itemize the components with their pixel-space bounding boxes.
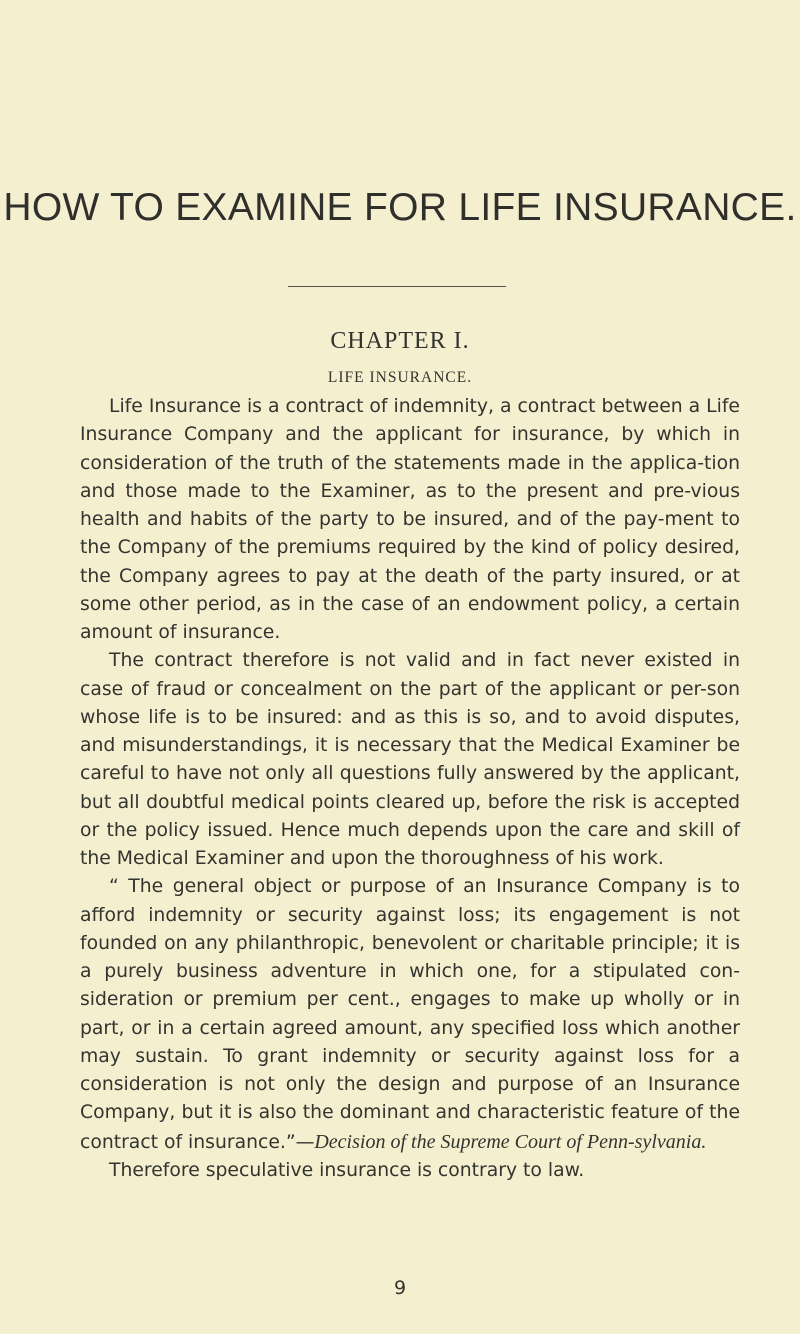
paragraph-quote — [80, 873, 740, 1157]
body-text — [80, 393, 740, 1185]
quote-text: “ The general object or purpose of an Insurance Company is to afford indemnity or security against loss; its engagement is not founded on any philanthropic, benevolent or charitable principle; it is a purely business adventure in which one, for a stipulated con-sideration or premium per cent., engages to make up wholly or in part, or in a certain agreed amount, any specified loss which another may sustain. To grant indemnity or security against loss for a consideration is not only the design and purpose of an Insurance Company, but it is also the dominant and characteristic feature of the contract of insurance.”— — [80, 876, 740, 1153]
paragraph-contract-validity: The contract therefore is not valid and in fact never existed in case of fraud or concealment on the part of the applicant or per-son whose life is to be insured: and as this is so, and to avoid disputes, and misunderstandings, it is necessary that the Medical Examiner be careful to have not only all questions fully answered by the applicant, but all doubtful medical points cleared up, before the risk is accepted or the policy issued. Hence much depends upon the care and skill of the Medical Examiner and upon the thoroughness of his work. — [80, 650, 740, 869]
page-number: 9 — [393, 1277, 407, 1299]
title-divider — [288, 286, 506, 287]
paragraph-definition: Life Insurance is a contract of indemnity, a contract between a Life Insurance Company and the applicant for insurance, by which in consideration of the truth of the statements made in the applica-tion and those made to the Examiner, as to the present and pre-vious health and habits of the party to be insured, and of the pay-ment to the Company of the premiums required by the kind of policy desired, the Company agrees to pay at the death of the party insured, or at some other period, as in the case of an endowment policy, a certain amount of insurance. — [80, 396, 740, 643]
chapter-heading: CHAPTER I. — [330, 328, 470, 354]
paragraph-closing: Therefore speculative insurance is contrary to law. — [109, 1159, 585, 1181]
book-title: HOW TO EXAMINE FOR LIFE INSURANCE. — [3, 186, 797, 229]
section-heading: LIFE INSURANCE. — [327, 369, 473, 386]
quote-citation: Decision of the Supreme Court of Penn-sylvania. — [314, 1130, 707, 1153]
